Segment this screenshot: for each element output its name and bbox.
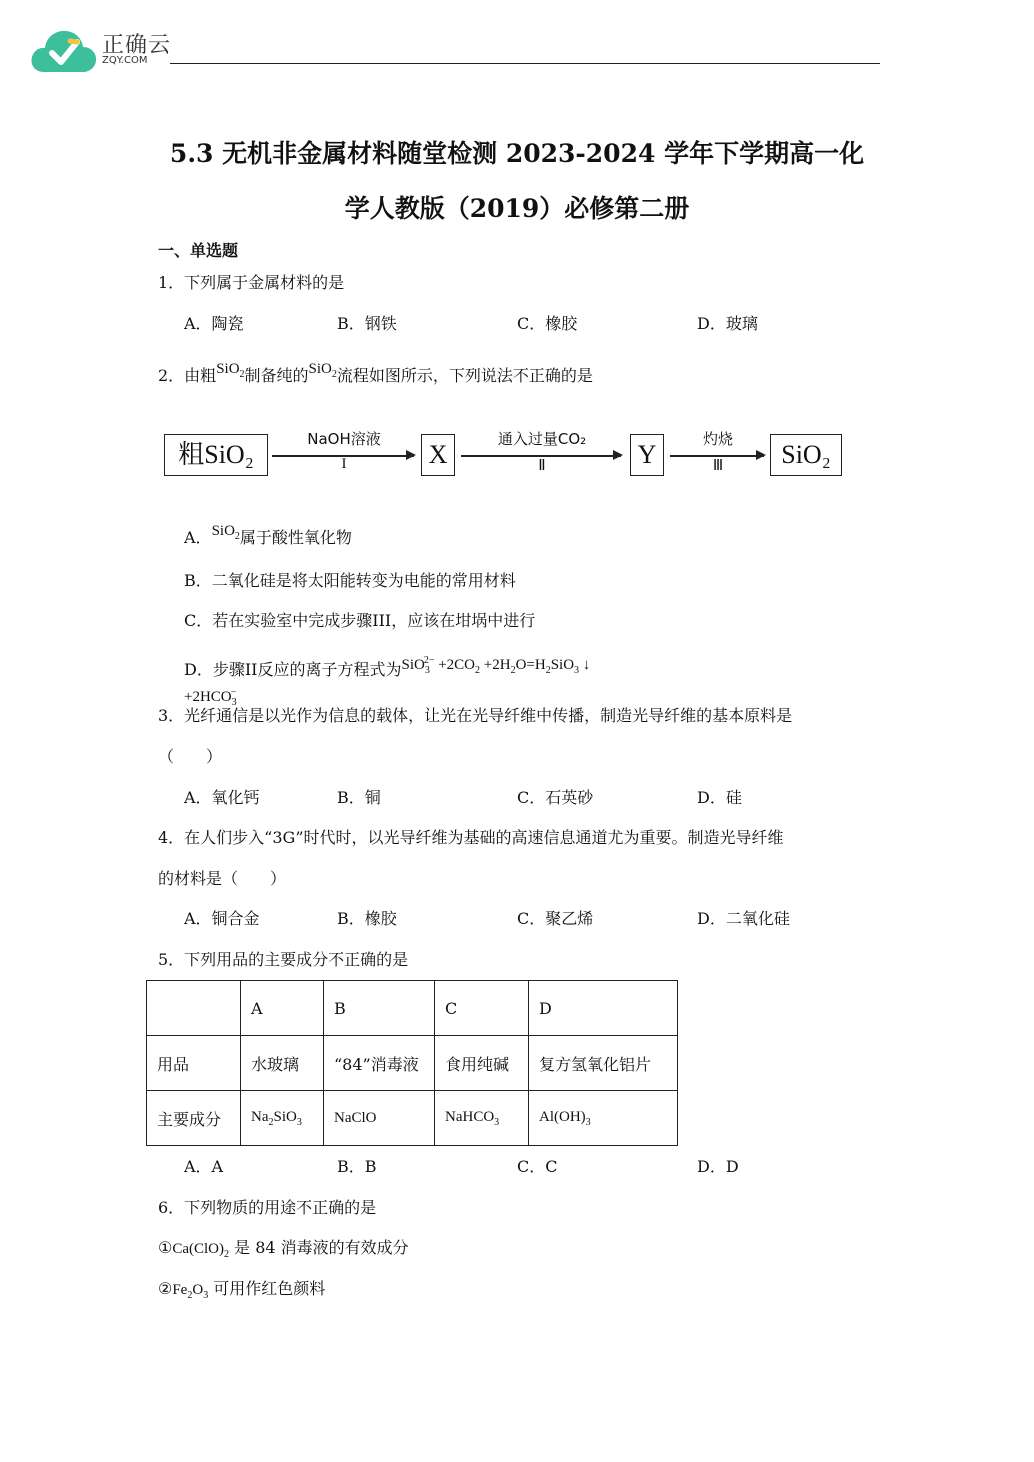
brand-name-cn: 正确云 xyxy=(102,33,172,58)
q6-item-1: $①Ca(ClO)_2$ 是 84 消毒液的有效成分 xyxy=(158,1238,409,1260)
table-cell: A xyxy=(241,981,324,1036)
table-cell: 食用纯碱 xyxy=(435,1036,529,1091)
composition-table xyxy=(146,980,678,1146)
flow-step-1: I xyxy=(341,456,347,472)
table-cell: D xyxy=(529,981,678,1036)
table-row xyxy=(147,1091,678,1146)
q1-option-a: A．陶瓷 xyxy=(184,314,244,333)
table-cell: 水玻璃 xyxy=(241,1036,324,1091)
table-row xyxy=(147,1036,678,1091)
formula-sio2: SiO$_2$ xyxy=(216,361,245,380)
table-cell: “84”消毒液 xyxy=(324,1036,435,1091)
question-6-stem: 6．下列物质的用途不正确的是 xyxy=(158,1198,377,1217)
brand-logo xyxy=(30,24,180,74)
q4-option-a: A．铜合金 xyxy=(184,909,260,928)
brand-name-en: ZQY.COM xyxy=(102,55,148,66)
q5-option-c: C．C xyxy=(517,1157,558,1176)
table-cell xyxy=(147,981,241,1036)
table-row xyxy=(147,981,678,1036)
process-flow-diagram xyxy=(164,428,844,488)
flow-end-box: SiO₂ xyxy=(770,434,842,476)
question-5-stem: 5．下列用品的主要成分不正确的是 xyxy=(158,950,409,969)
q4-option-c: C．聚乙烯 xyxy=(517,909,594,928)
question-3-stem-line2: （ ） xyxy=(158,747,223,766)
q3-option-c: C．石英砂 xyxy=(517,788,594,807)
question-3-stem-line1: 3．光纤通信是以光作为信息的载体，让光在光导纤维中传播，制造光导纤维的基本原料是 xyxy=(158,706,793,725)
q2-option-b: B．二氧化硅是将太阳能转变为电能的常用材料 xyxy=(184,571,516,590)
question-4-stem-line1: 4．在人们步入“3G”时代时，以光导纤维为基础的高速信息通道尤为重要。制造光导纤维 xyxy=(158,828,784,847)
q1-option-d: D．玻璃 xyxy=(697,314,758,333)
flow-reagent-2: 通入过量CO₂ xyxy=(497,430,587,448)
formula-sio2: SiO$_2$ xyxy=(211,523,240,542)
flow-step-2: Ⅱ xyxy=(538,458,546,474)
q5-option-a: A．A xyxy=(184,1157,224,1176)
q5-option-b: B．B xyxy=(337,1157,377,1176)
cloud-check-icon xyxy=(30,28,98,74)
formula-cell: $Na_2SiO_3$ xyxy=(241,1091,324,1146)
q4-option-d: D．二氧化硅 xyxy=(697,909,790,928)
formula-cell: NaClO xyxy=(324,1091,435,1146)
table-cell: 用品 xyxy=(147,1036,241,1091)
flow-box-y: Y xyxy=(630,434,664,476)
table-cell: 复方氢氧化铝片 xyxy=(529,1036,678,1091)
header-divider xyxy=(170,63,880,64)
q1-option-b: B．钢铁 xyxy=(337,314,397,333)
q3-option-b: B．铜 xyxy=(337,788,381,807)
table-cell: 主要成分 xyxy=(147,1091,241,1146)
q2-option-c: C．若在实验室中完成步骤III，应该在坩埚中进行 xyxy=(184,611,536,630)
flow-start-box: 粗SiO₂ xyxy=(164,434,268,476)
q4-option-b: B．橡胶 xyxy=(337,909,397,928)
q3-option-a: A．氧化钙 xyxy=(184,788,260,807)
flow-step-3: Ⅲ xyxy=(712,458,724,474)
flow-reagent-3: 灼烧 xyxy=(702,430,733,448)
formula-sio2: SiO$_2$ xyxy=(308,361,337,380)
q1-option-c: C．橡胶 xyxy=(517,314,578,333)
question-2-stem: 2．由粗SiO$_2$制备纯的SiO$_2$流程如图所示，下列说法不正确的是 xyxy=(158,361,593,385)
formula-cell: $Al(OH)_3$ xyxy=(529,1091,678,1146)
flow-reagent-1: NaOH溶液 xyxy=(307,430,381,448)
page-title-line1: 5.3 无机非金属材料随堂检测 2023-2024 学年下学期高一化 xyxy=(169,139,865,168)
table-cell: B xyxy=(324,981,435,1036)
q5-option-d: D．D xyxy=(697,1157,739,1176)
formula-cell: NaHCO$_3$ xyxy=(435,1091,529,1146)
table-cell: C xyxy=(435,981,529,1036)
page-title-line2: 学人教版（2019）必修第二册 xyxy=(344,194,690,223)
question-1-stem: 1．下列属于金属材料的是 xyxy=(158,273,345,292)
section-heading: 一、单选题 xyxy=(158,241,239,260)
q3-option-d: D．硅 xyxy=(697,788,742,807)
q2-option-a: A．SiO$_2$属于酸性氧化物 xyxy=(184,523,352,547)
q6-item-2: $②Fe_2O_3$ 可用作红色颜料 xyxy=(158,1279,326,1301)
q2-option-d: D．步骤II反应的离子方程式为$SiO_3^{2-} +2CO_2 +2H_2O=H_2SiO_3$ ↓ $+2HCO_3^-$ xyxy=(184,655,591,708)
ionic-equation: $SiO_3^{2-} +2CO_2 +2H_2O=H_2SiO_3$ ↓ $+2HCO_3^-$ xyxy=(184,655,591,708)
flow-box-x: X xyxy=(421,434,455,476)
question-4-stem-line2: 的材料是（ ） xyxy=(158,869,287,888)
